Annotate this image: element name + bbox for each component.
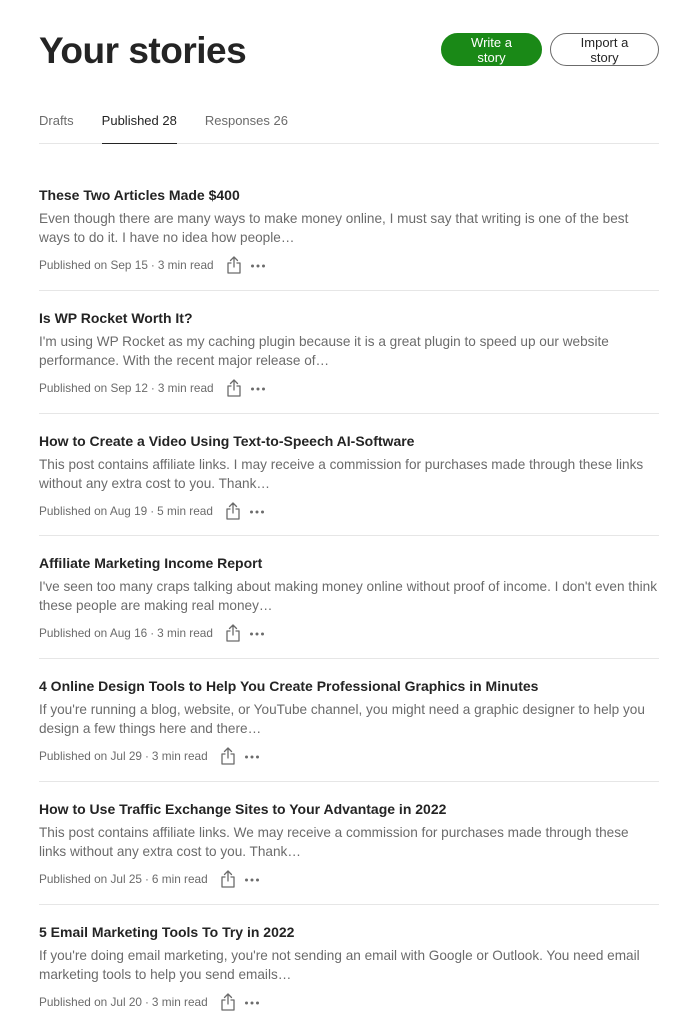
meta-separator: · bbox=[144, 994, 149, 1009]
story-item bbox=[39, 905, 659, 1028]
share-icon[interactable] bbox=[224, 501, 242, 521]
more-icon[interactable] bbox=[243, 746, 261, 766]
story-meta bbox=[39, 623, 659, 643]
share-icon[interactable] bbox=[224, 623, 242, 643]
story-date: Published on Jul 29 bbox=[39, 749, 142, 764]
more-icon[interactable] bbox=[248, 623, 266, 643]
story-excerpt[interactable]: If you're doing email marketing, you're not sending an email with Google or Outlook. You need email marketing tools to help you send emails… bbox=[39, 947, 640, 982]
meta-separator: · bbox=[150, 258, 155, 272]
story-item bbox=[39, 414, 659, 537]
meta-separator: · bbox=[150, 503, 155, 518]
story-date: Published on Aug 16 bbox=[39, 626, 148, 641]
page-title: Your stories bbox=[39, 30, 247, 71]
story-item bbox=[39, 782, 659, 905]
more-icon[interactable] bbox=[249, 378, 267, 398]
story-excerpt[interactable]: Even though there are many ways to make money online, I must say that writing is one of the best ways to do it. I have no idea how people… bbox=[39, 211, 629, 245]
story-read-time: 6 min read bbox=[151, 871, 208, 886]
story-title[interactable]: These Two Articles Made $400 bbox=[39, 187, 240, 203]
story-item bbox=[39, 291, 659, 414]
share-icon[interactable] bbox=[225, 378, 243, 398]
story-meta bbox=[39, 255, 659, 275]
header-actions bbox=[441, 33, 659, 66]
story-list bbox=[39, 168, 659, 1028]
meta-separator: · bbox=[150, 380, 155, 395]
story-title[interactable]: How to Create a Video Using Text-to-Speech AI-Software bbox=[39, 432, 415, 449]
more-icon[interactable] bbox=[248, 501, 266, 521]
story-date: Published on Sep 15 bbox=[39, 258, 148, 272]
story-meta bbox=[39, 746, 659, 766]
story-title[interactable]: Affiliate Marketing Income Report bbox=[39, 555, 263, 572]
story-read-time: 3 min read bbox=[157, 626, 213, 641]
story-excerpt[interactable]: This post contains affiliate links. We may receive a commission for purchases made through these links without any extra cost to you. Thank… bbox=[39, 824, 629, 859]
share-icon[interactable] bbox=[225, 255, 243, 275]
story-excerpt[interactable]: If you're running a blog, website, or YouTube channel, you might need a graphic designer to help you design a few things here and there… bbox=[39, 702, 645, 737]
story-meta bbox=[39, 378, 659, 398]
more-icon[interactable] bbox=[249, 255, 267, 275]
story-title[interactable]: 5 Email Marketing Tools To Try in 2022 bbox=[39, 923, 295, 940]
story-item bbox=[39, 659, 659, 782]
story-item bbox=[39, 536, 659, 659]
story-item bbox=[39, 168, 659, 291]
more-icon[interactable] bbox=[243, 992, 261, 1012]
meta-separator: · bbox=[144, 749, 149, 764]
story-read-time: 3 min read bbox=[157, 258, 214, 272]
tab-responses[interactable]: Responses 26 bbox=[204, 113, 288, 128]
page-header bbox=[39, 0, 659, 100]
stories-page bbox=[39, 0, 659, 1009]
import-story-button[interactable]: Import a story bbox=[550, 33, 659, 66]
share-icon[interactable] bbox=[219, 992, 237, 1012]
share-icon[interactable] bbox=[219, 746, 237, 766]
tab-published[interactable]: Published 28 bbox=[102, 100, 177, 144]
stories-tabs bbox=[39, 100, 659, 144]
story-excerpt[interactable]: I'm using WP Rocket as my caching plugin because it is a great plugin to speed up our website performance. With the recent major release of… bbox=[39, 333, 609, 368]
story-date: Published on Sep 12 bbox=[39, 380, 148, 395]
story-meta bbox=[39, 501, 659, 521]
meta-separator: · bbox=[144, 871, 149, 886]
meta-separator: · bbox=[150, 626, 155, 641]
story-meta bbox=[39, 869, 659, 889]
more-icon[interactable] bbox=[243, 869, 261, 889]
story-read-time: 3 min read bbox=[151, 994, 208, 1009]
share-icon[interactable] bbox=[219, 869, 237, 889]
story-read-time: 3 min read bbox=[151, 749, 208, 764]
story-date: Published on Jul 25 bbox=[39, 871, 142, 886]
story-title[interactable]: Is WP Rocket Worth It? bbox=[39, 309, 193, 326]
story-read-time: 3 min read bbox=[157, 380, 214, 395]
story-read-time: 5 min read bbox=[157, 503, 213, 518]
story-excerpt[interactable]: This post contains affiliate links. I may receive a commission for purchases made through these links without any extra cost to you. Thank… bbox=[39, 456, 644, 491]
story-date: Published on Aug 19 bbox=[39, 503, 148, 518]
story-meta bbox=[39, 992, 659, 1012]
story-title[interactable]: How to Use Traffic Exchange Sites to Your Advantage in 2022 bbox=[39, 800, 447, 817]
story-title[interactable]: 4 Online Design Tools to Help You Create Professional Graphics in Minutes bbox=[39, 678, 539, 695]
write-story-button[interactable]: Write a story bbox=[441, 33, 542, 66]
story-excerpt[interactable]: I've seen too many craps talking about making money online without proof of income. I don't even think these people are making real money… bbox=[39, 579, 658, 614]
tab-drafts[interactable]: Drafts bbox=[39, 113, 74, 128]
story-date: Published on Jul 20 bbox=[39, 994, 142, 1009]
